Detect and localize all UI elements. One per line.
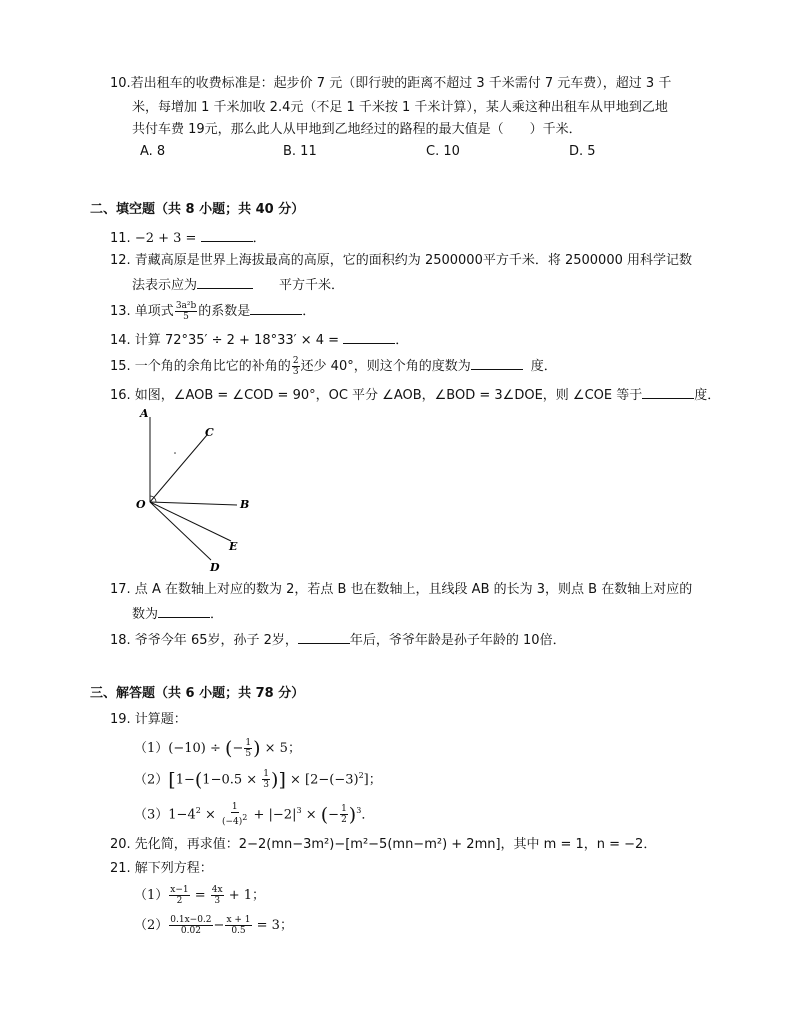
q12-line1: 12. 青藏高原是世界上海拔最高的高原，它的面积约为 2500000平方千米．将 2500000 用科学记数 (110, 253, 692, 268)
q16-blank (642, 385, 694, 399)
q10-line3: 共付车费 19元，那么此人从甲地到乙地经过的路程的最大值是（ ）千米． (132, 122, 582, 137)
q19-part2: （2）[1−(1−0.5 × $\frac{1}{3}$ )] × $[2-(-3)^2]$； (134, 768, 382, 791)
q15-numerator: 2 (292, 356, 299, 366)
q11 (110, 228, 266, 248)
q18-text-b: 年后，爷爷年龄是孙子年龄的 10倍． (349, 633, 566, 648)
q12-text-a: 法表示应为 (132, 278, 198, 293)
q14-blank (343, 330, 395, 344)
ray-od (150, 502, 211, 560)
angle-figure (125, 405, 265, 577)
q13-period: ． (302, 304, 316, 319)
q17-blank (158, 604, 210, 618)
q17-line2 (132, 604, 223, 624)
label-c: C (205, 426, 214, 439)
q19-part3: $(3)1-4^2$ × $\frac{1}{(-4)^2}$ + $|-2|^3$ × (− $\frac{1}{2}$ )$^3$． (134, 802, 375, 828)
q11-period: ． (252, 231, 266, 246)
q13-fraction (175, 301, 197, 322)
q13-denominator: 5 (183, 312, 189, 322)
q15-text-b: 还少 40°，则这个角的度数为 (300, 359, 471, 374)
q13 (110, 301, 315, 322)
q19-part3-label: （3） (134, 807, 169, 823)
q13-text-b: 的系数是 (198, 304, 251, 319)
q18-text-a: 18. 爷爷今年 65岁，孙子 2岁， (110, 633, 298, 648)
q21-part1: （1） $\frac{x-1}{2}$ = $\frac{4x}{3}$ + 1； (134, 885, 266, 906)
q11-blank (201, 228, 253, 242)
q17-text: 数为 (132, 607, 159, 622)
q13-text-a: 13. 单项式 (110, 304, 174, 319)
q14-text: 14. 计算 72°35′ ÷ 2 + 18°33′ × 4 = (110, 333, 340, 348)
q19-title: 19. 计算题： (110, 712, 187, 727)
q13-blank (250, 301, 302, 315)
q13-numerator: 3a²b (175, 301, 197, 311)
q10-line1: 10.若出租车的收费标准是：起步价 7 元（即行驶的距离不超过 3 千米需付 7 元车费），超过 3 千 (110, 76, 672, 91)
q15-blank (471, 356, 523, 370)
stray-dot (174, 452, 176, 454)
q15-fraction (292, 356, 300, 377)
q11-expression: −2 + 3 = (134, 231, 197, 246)
q15-denominator: 3 (292, 367, 299, 377)
q14-period: ． (395, 333, 409, 348)
ray-oc (150, 435, 207, 502)
section-solve-title: 三、解答题（共 6 小题；共 78 分） (90, 686, 305, 701)
label-o: O (136, 498, 146, 511)
q16-text: 16. 如图，∠AOB = ∠COD = 90°，OC 平分 ∠AOB，∠BOD = 3∠DOE，则 ∠COE 等于 (110, 388, 643, 403)
q12-line2 (132, 275, 344, 295)
q21-part1-label: （1） (134, 888, 169, 903)
q19-part1-label: （1） (134, 741, 169, 756)
q18-blank (298, 630, 350, 644)
q21-part2: （2） $\frac{0.1x-0.2}{0.02}$ − $\frac{x + 1}{0.5}$ = 3； (134, 915, 293, 936)
q17-period: ． (210, 607, 224, 622)
q17-line1: 17. 点 A 在数轴上对应的数为 2，若点 B 也在数轴上，且线段 AB 的长为 3，则点 B 在数轴上对应的 (110, 582, 693, 597)
q16-unit: 度． (694, 388, 721, 403)
label-e: E (229, 540, 238, 553)
q10-option-c: C. 10 (426, 144, 460, 159)
q18 (110, 630, 566, 650)
q19-part2-label: （2） (134, 772, 169, 788)
q10-line2: 米，每增加 1 千米加收 2.4元（不足 1 千米按 1 千米计算），某人乘这种出租车从甲地到乙地 (132, 100, 668, 115)
q15 (110, 356, 557, 377)
q11-number: 11. (110, 231, 131, 246)
q10-option-a: A. 8 (140, 144, 166, 159)
q15-unit: 度． (530, 359, 557, 374)
q20: 20. 先化简，再求值：2−2(mn−3m²)−[m²−5(mn−m²) + 2mn]，其中 m = 1，n = −2． (110, 837, 657, 852)
q12-text-b: 平方千米． (279, 278, 345, 293)
q10-option-d: D. 5 (569, 144, 596, 159)
q21-title: 21. 解下列方程： (110, 861, 213, 876)
q14 (110, 330, 408, 350)
label-a: A (140, 407, 149, 420)
q19-part1: （1）(−10) ÷ (− $\frac{1}{5}$ ) × 5； (134, 737, 301, 760)
ray-ob (150, 502, 237, 505)
q12-blank (197, 275, 253, 289)
q10-option-b: B. 11 (283, 144, 317, 159)
q15-text-a: 15. 一个角的余角比它的补角的 (110, 359, 291, 374)
q16 (110, 385, 720, 405)
q21-part2-label: （2） (134, 918, 169, 933)
label-b: B (240, 498, 250, 511)
section-fill-in-title: 二、填空题（共 8 小题；共 40 分） (90, 202, 305, 217)
ray-oe (150, 502, 231, 541)
label-d: D (210, 561, 220, 574)
